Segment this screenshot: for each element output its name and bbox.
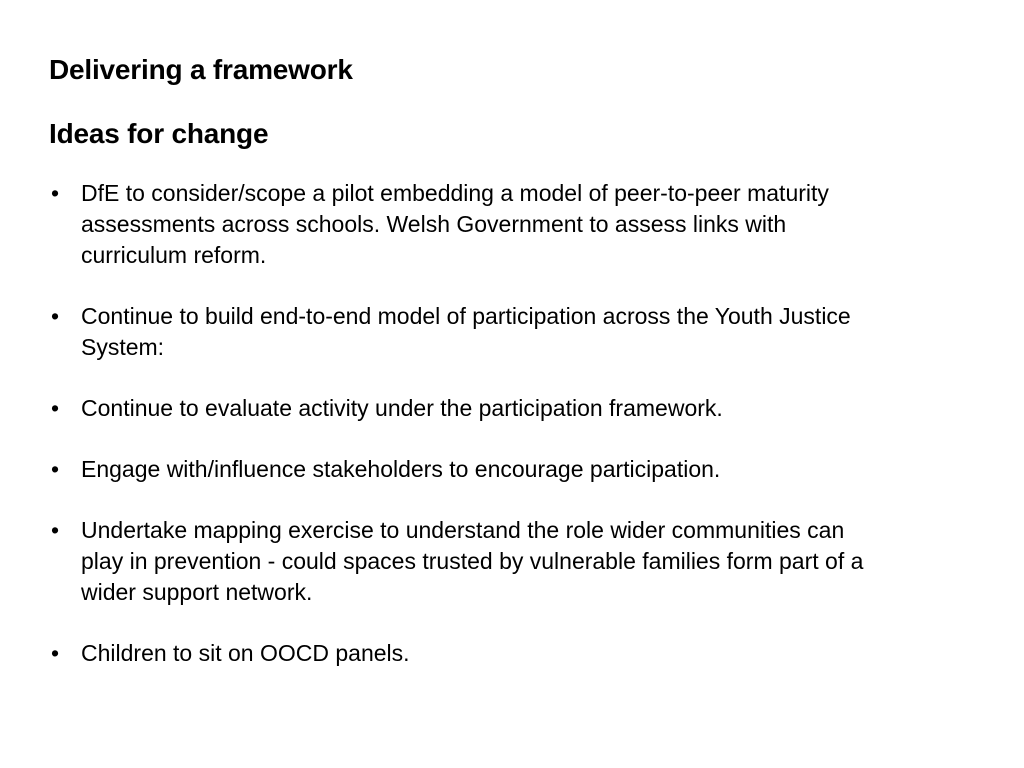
bullet-icon: •: [51, 640, 60, 666]
bullet-item: [49, 393, 879, 424]
bullet-item: [49, 638, 879, 669]
slide-title: Delivering a framework: [49, 54, 353, 85]
bullet-item: [49, 515, 879, 608]
bullet-text: Engage with/influence stakeholders to encourage participation.: [81, 456, 721, 482]
bullet-item: [49, 178, 879, 271]
bullet-item: [49, 454, 879, 485]
bullet-icon: •: [51, 456, 60, 482]
bullet-text: DfE to consider/scope a pilot embedding a model of peer-to-peer maturity assessments across schools. Welsh Government to assess links with curriculum reform.: [81, 180, 829, 268]
bullet-icon: •: [51, 303, 60, 329]
bullet-text: Continue to evaluate activity under the participation framework.: [81, 395, 723, 421]
bullet-text: Continue to build end-to-end model of participation across the Youth Justice System:: [81, 303, 851, 360]
bullet-icon: •: [51, 395, 60, 421]
bullet-text: Children to sit on OOCD panels.: [81, 640, 410, 666]
bullet-icon: •: [51, 180, 60, 206]
bullet-item: [49, 301, 879, 363]
bullet-list: [49, 178, 879, 669]
slide-subtitle: Ideas for change: [49, 118, 269, 149]
bullet-icon: •: [51, 517, 60, 543]
bullet-text: Undertake mapping exercise to understand the role wider communities can play in prevention - could spaces trusted by vulnerable families form part of a wider support network.: [81, 517, 864, 605]
